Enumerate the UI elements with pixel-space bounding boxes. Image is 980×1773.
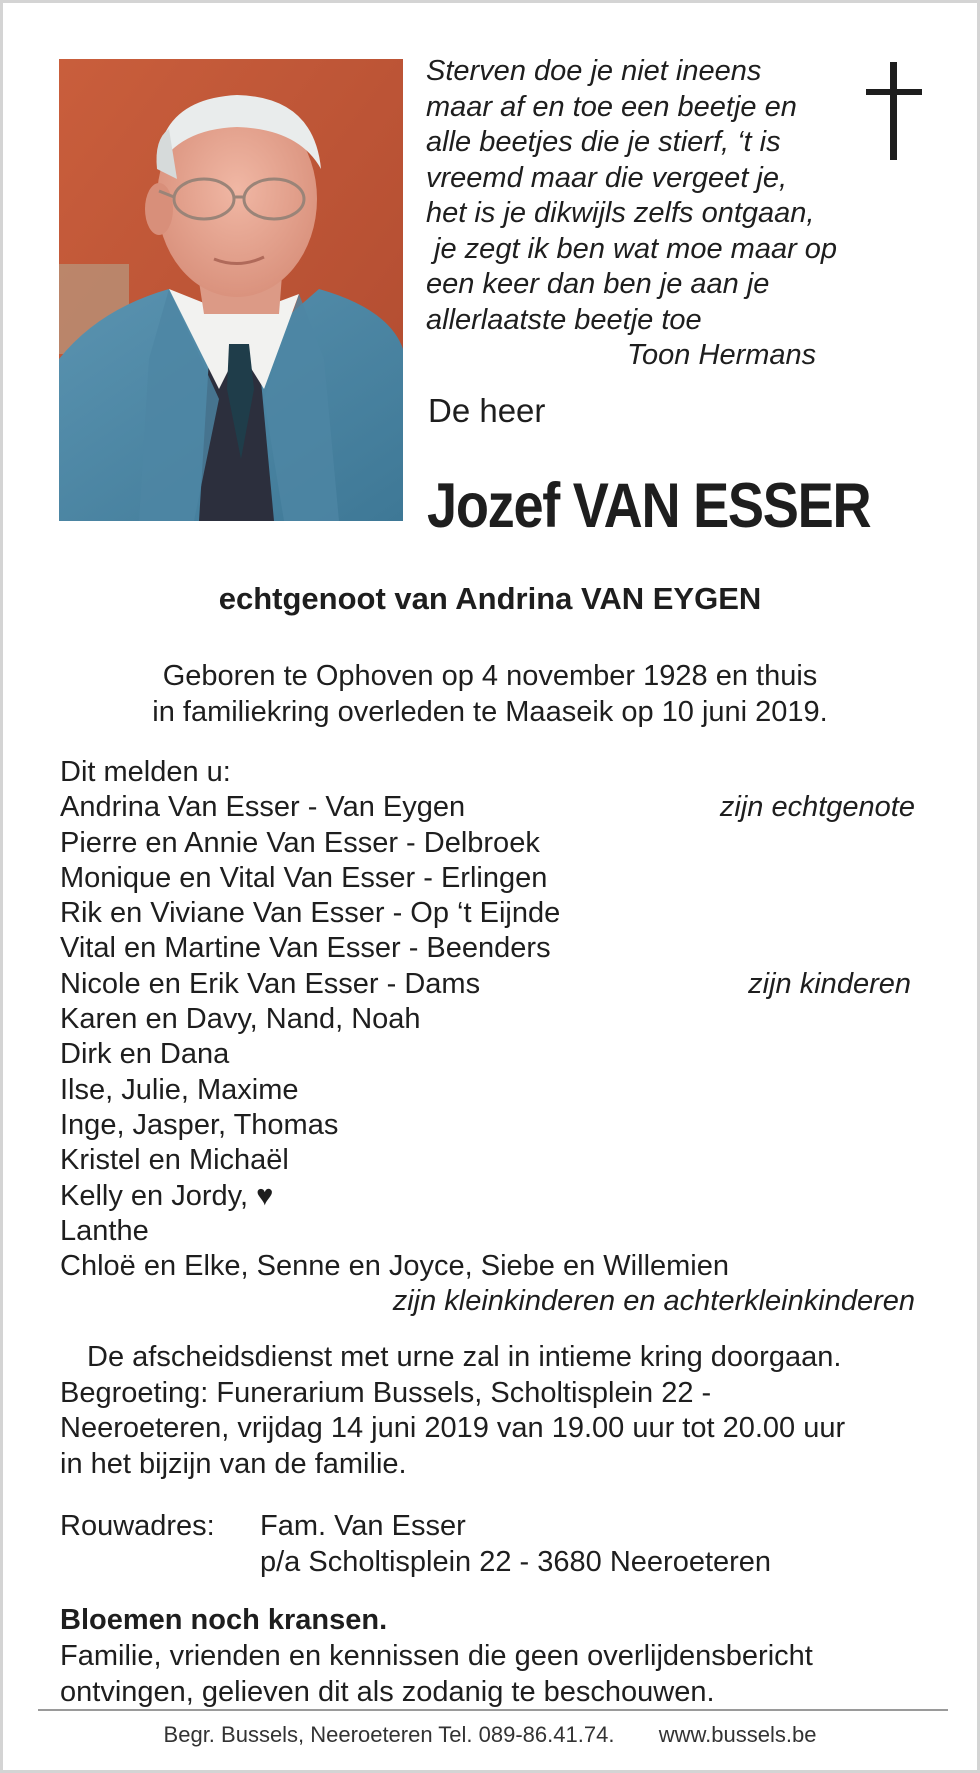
grandchild-row: Lanthe <box>60 1214 149 1247</box>
poem-line: maar af en toe een beetje en <box>426 90 797 123</box>
footer <box>3 1722 977 1748</box>
grandchild-row: Karen en Davy, Nand, Noah <box>60 1003 421 1036</box>
address-label: Rouwadres: <box>60 1510 215 1542</box>
address-line: Fam. Van Esser <box>260 1510 466 1542</box>
service-info <box>60 1340 920 1482</box>
flowers-line: ontvingen, gelieven dit als zodanig te beschouwen. <box>60 1675 715 1708</box>
poem-line: een keer dan ben je aan je <box>426 268 770 300</box>
poem-line: het is je dikwijls zelfs ontgaan, <box>426 197 815 229</box>
flowers-title: Bloemen noch kransen. <box>60 1604 388 1636</box>
service-line: Begroeting: Funerarium Bussels, Scholtisplein 22 - <box>60 1376 712 1409</box>
poem-line: vreemd maar die vergeet je, <box>426 161 788 194</box>
child-row: Vital en Martine Van Esser - Beenders <box>60 932 551 965</box>
poem-line: je zegt ik ben wat moe maar op <box>426 232 838 265</box>
poem-line: alle beetjes die je stierf, ‘t is <box>426 126 781 158</box>
children-role: zijn kinderen <box>748 967 911 1000</box>
grandchild-row: Inge, Jasper, Thomas <box>60 1108 339 1141</box>
grandchild-row: Ilse, Julie, Maxime <box>60 1073 299 1106</box>
death-line: in familiekring overleden te Maaseik op 10 juni 2019. <box>152 695 828 728</box>
service-line: Neeroeteren, vrijdag 14 juni 2019 van 19.00 uur tot 20.00 uur <box>60 1412 846 1444</box>
service-line: in het bijzijn van de familie. <box>60 1447 407 1480</box>
birth-death-info <box>3 659 977 730</box>
spouse-line: echtgenoot van Andrina VAN EYGEN <box>218 581 762 616</box>
poem <box>426 54 886 374</box>
child-name: Nicole en Erik Van Esser - Dams <box>60 967 481 1000</box>
website-link[interactable]: www.bussels.be <box>658 1722 817 1747</box>
salutation: De heer <box>428 392 546 429</box>
latin-cross-icon <box>866 62 922 165</box>
grandchild-row: Chloë en Elke, Senne en Joyce, Siebe en Willemien <box>60 1250 729 1283</box>
grandchildren-role: zijn kleinkinderen en achterkleinkinderen <box>392 1285 915 1318</box>
grandchild-row: Dirk en Dana <box>60 1038 230 1071</box>
flowers-text <box>60 1639 920 1710</box>
poem-line: allerlaatste beetje toe <box>426 303 702 336</box>
flowers-line: Familie, vrienden en kennissen die geen overlijdensbericht <box>60 1640 813 1672</box>
portrait-photo <box>59 59 403 521</box>
child-row: Pierre en Annie Van Esser - Delbroek <box>60 826 540 859</box>
spouse-row <box>60 790 915 825</box>
deceased-name: Jozef VAN ESSER <box>427 471 871 541</box>
service-line: De afscheidsdienst met urne zal in intieme kring doorgaan. <box>87 1341 842 1373</box>
grandchild-row: Kelly en Jordy, ♥ <box>60 1179 274 1212</box>
child-row <box>60 967 915 1002</box>
grandchild-row: Kristel en Michaël <box>60 1144 289 1177</box>
divider <box>38 1709 948 1711</box>
undertaker-info: Begr. Bussels, Neeroeteren Tel. 089-86.41.74. <box>163 1722 615 1747</box>
birth-line: Geboren te Ophoven op 4 november 1928 en thuis <box>162 660 818 692</box>
address-line: p/a Scholtisplein 22 - 3680 Neeroeteren <box>260 1545 772 1578</box>
family-list <box>60 755 915 1320</box>
poem-line: Sterven doe je niet ineens <box>426 55 762 87</box>
family-intro: Dit melden u: <box>60 756 231 788</box>
poem-author: Toon Hermans <box>627 339 817 371</box>
child-row: Monique en Vital Van Esser - Erlingen <box>60 861 548 894</box>
mourning-address <box>60 1509 920 1580</box>
child-row: Rik en Viviane Van Esser - Op ‘t Eijnde <box>60 897 561 930</box>
spouse-role: zijn echtgenote <box>719 791 915 824</box>
spouse-name: Andrina Van Esser - Van Eygen <box>60 791 466 824</box>
